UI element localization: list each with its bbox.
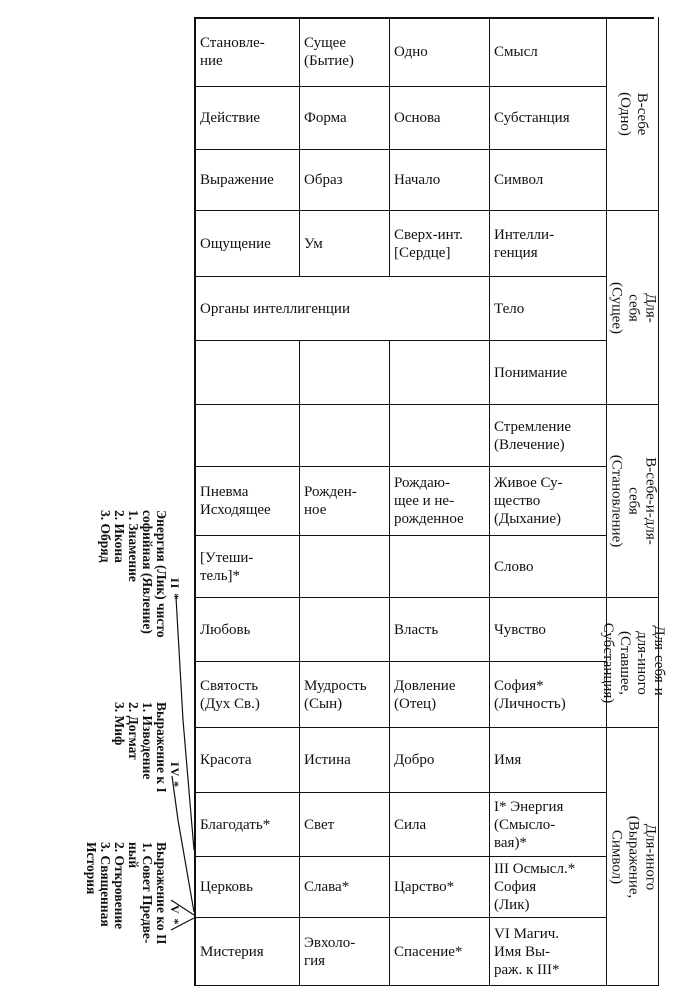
table-cell: Имя bbox=[490, 728, 607, 793]
table-cell: Становле- ние bbox=[196, 17, 300, 87]
group-label: В-себе (Одно) bbox=[616, 91, 650, 136]
table-cell: Начало bbox=[390, 150, 490, 211]
table-cell: Выражение bbox=[196, 150, 300, 211]
table-cell: [Утеши- тель]* bbox=[196, 536, 300, 598]
table-cell: Живое Су- щество (Дыхание) bbox=[490, 467, 607, 536]
table-cell: Понимание bbox=[490, 341, 607, 405]
table-cell: Сила bbox=[390, 793, 490, 857]
table-cell: Истина bbox=[300, 728, 390, 793]
group-label: В-себе-и-для-себя (Становление) bbox=[608, 454, 658, 548]
table-cell: Ощущение bbox=[196, 211, 300, 277]
table-cell: Слава* bbox=[300, 857, 390, 918]
table-cell: Рожден- ное bbox=[300, 467, 390, 536]
table-cell: Слово bbox=[490, 536, 607, 598]
note-iv-text: Выражение к I 1. Изводение 2. Догмат 3. Миф bbox=[112, 702, 169, 793]
table-cell: VI Магич. Имя Вы- раж. к III* bbox=[490, 918, 607, 986]
table-cell: Эвхоло- гия bbox=[300, 918, 390, 986]
connector-iv bbox=[172, 776, 194, 912]
table-cell: III Осмысл.* София (Лик) bbox=[490, 857, 607, 918]
table-cell: Форма bbox=[300, 87, 390, 150]
table-cell: Образ bbox=[300, 150, 390, 211]
table-cell: Стремление (Влечение) bbox=[490, 405, 607, 467]
group-label: Для-себя (Сущее) bbox=[608, 281, 658, 334]
table-cell: Сущее (Бытие) bbox=[300, 17, 390, 87]
table-cell: Интелли- генция bbox=[490, 211, 607, 277]
table-cell: Любовь bbox=[196, 598, 300, 662]
table-cell: Действие bbox=[196, 87, 300, 150]
table-cell: Основа bbox=[390, 87, 490, 150]
table-cell: Довление (Отец) bbox=[390, 662, 490, 728]
table-cell: Чувство bbox=[490, 598, 607, 662]
table-cell: Субстанция bbox=[490, 87, 607, 150]
table-cell: I* Энергия (Смысло- вая)* bbox=[490, 793, 607, 857]
table-cell: Пневма Исходящее bbox=[196, 467, 300, 536]
table-cell: Мудрость (Сын) bbox=[300, 662, 390, 728]
table-cell: Тело bbox=[490, 277, 607, 341]
table-cell: Спасение* bbox=[390, 918, 490, 986]
table-cell: Власть bbox=[390, 598, 490, 662]
table-cell: Царство* bbox=[390, 857, 490, 918]
table-cell: Одно bbox=[390, 17, 490, 87]
table-cell: Смысл bbox=[490, 17, 607, 87]
table-cell: Добро bbox=[390, 728, 490, 793]
table-cell: Церковь bbox=[196, 857, 300, 918]
connector-ii bbox=[176, 597, 194, 850]
table-cell: Свет bbox=[300, 793, 390, 857]
table-cell: Рождаю- щее и не- рожденное bbox=[390, 467, 490, 536]
group-label: Для-иного (Выражение, Символ) bbox=[608, 815, 658, 898]
table-cell: Благодать* bbox=[196, 793, 300, 857]
group-label: Для-себя-и-для-иного (Ставшее, Субстанция) bbox=[599, 622, 667, 703]
note-ii-label: II * bbox=[168, 578, 182, 601]
table-cell: Красота bbox=[196, 728, 300, 793]
table-cell: София* (Личность) bbox=[490, 662, 607, 728]
note-v-label: V * bbox=[168, 905, 182, 926]
table-cell: Святость (Дух Св.) bbox=[196, 662, 300, 728]
note-iv-label: IV * bbox=[168, 762, 182, 789]
note-v-text: Выражение ко II 1. Совет Предве- ный 2. Откровение 3. Священная История bbox=[84, 842, 169, 945]
table-cell: Символ bbox=[490, 150, 607, 211]
note-ii-text: Энергия (Лик) чисто софийная (Явление) 1. Знамение 2. Икона 3. Обряд bbox=[98, 510, 169, 638]
table-cell: Ум bbox=[300, 211, 390, 277]
table-cell: Мистерия bbox=[196, 918, 300, 986]
table-cell: Сверх-инт. [Сердце] bbox=[390, 211, 490, 277]
table-cell: Органы интеллигенции bbox=[196, 277, 490, 341]
